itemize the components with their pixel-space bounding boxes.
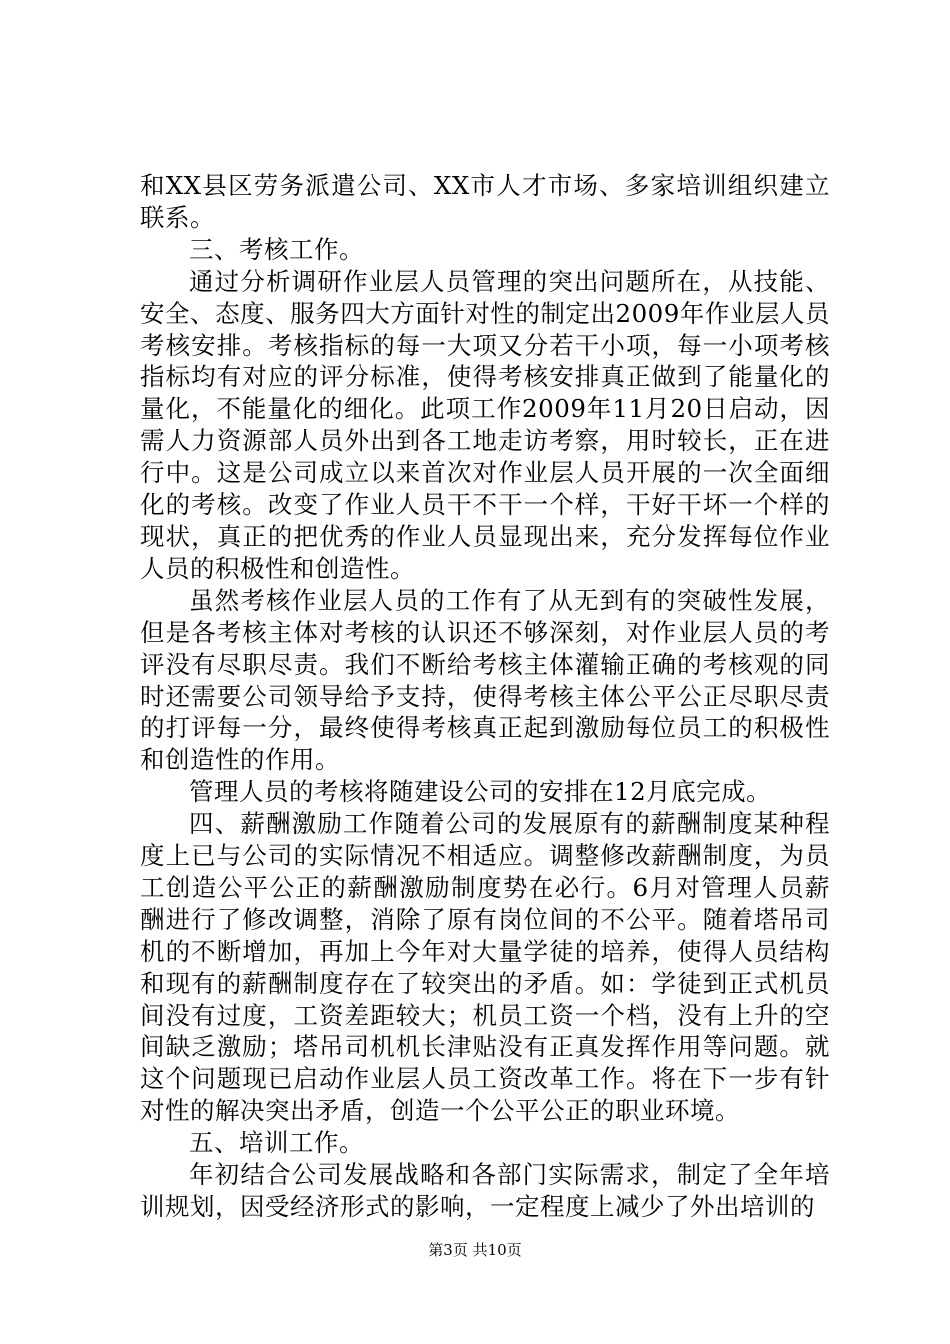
paragraph-compensation: 四、薪酬激励工作随着公司的发展原有的薪酬制度某种程度上已与公司的实际情况不相适应。调整修改薪酬制度，为员工创造公平公正的薪酬激励制度势在必行。6月对管理人员薪酬进行了修改调整，消除了原有岗位间的不公平。随着塔吊司机的不断增加，再加上今年对大量学徒的培养，使得人员结构和现有的薪酬制度存在了较突出的矛盾。如：学徒到正式机员间没有过度，工资差距较大；机员工资一个档，没有上升的空间缺乏激励；塔吊司机机长津贴没有正真发挥作用等问题。就这个问题现已启动作业层人员工资改革工作。将在下一步有针对性的解决突出矛盾，创造一个公平公正的职业环境。: [140, 809, 830, 1126]
paragraph-continuation: 和XX县区劳务派遣公司、XX市人才市场、多家培训组织建立联系。: [140, 171, 830, 232]
paragraph-assessment-plan: 通过分析调研作业层人员管理的突出问题所在，从技能、安全、态度、服务四大方面针对性的制定出2009年作业层人员考核安排。考核指标的每一大项又分若干小项，每一小项考核指标均有对应的评分标准，使得考核安排真正做到了能量化的量化，不能量化的细化。此项工作2009年11月20日启动，因需人力资源部人员外出到各工地走访考察，用时较长，正在进行中。这是公司成立以来首次对作业层人员开展的一次全面细化的考核。改变了作业人员干不干一个样，干好干坏一个样的现状，真正的把优秀的作业人员显现出来，充分发挥每位作业人员的积极性和创造性。: [140, 266, 830, 583]
page-footer: 第3页 共10页: [428, 1241, 522, 1259]
paragraph-assessment-issues: 虽然考核作业层人员的工作有了从无到有的突破性发展，但是各考核主体对考核的认识还不够深刻，对作业层人员的考评没有尽职尽责。我们不断给考核主体灌输正确的考核观的同时还需要公司领导给予支持，使得考核主体公平公正尽职尽责的打评每一分，最终使得考核真正起到激励每位员工的积极性和创造性的作用。: [140, 585, 830, 775]
section-heading-training: 五、培训工作。: [189, 1128, 364, 1158]
section-heading-assessment: 三、考核工作。: [189, 234, 364, 264]
paragraph-training: 年初结合公司发展战略和各部门实际需求，制定了全年培训规划，因受经济形式的影响，一定程度上减少了外出培训的: [140, 1160, 830, 1221]
document-body: [140, 170, 830, 1223]
paragraph-management-assessment: 管理人员的考核将随建设公司的安排在12月底完成。: [189, 777, 772, 807]
